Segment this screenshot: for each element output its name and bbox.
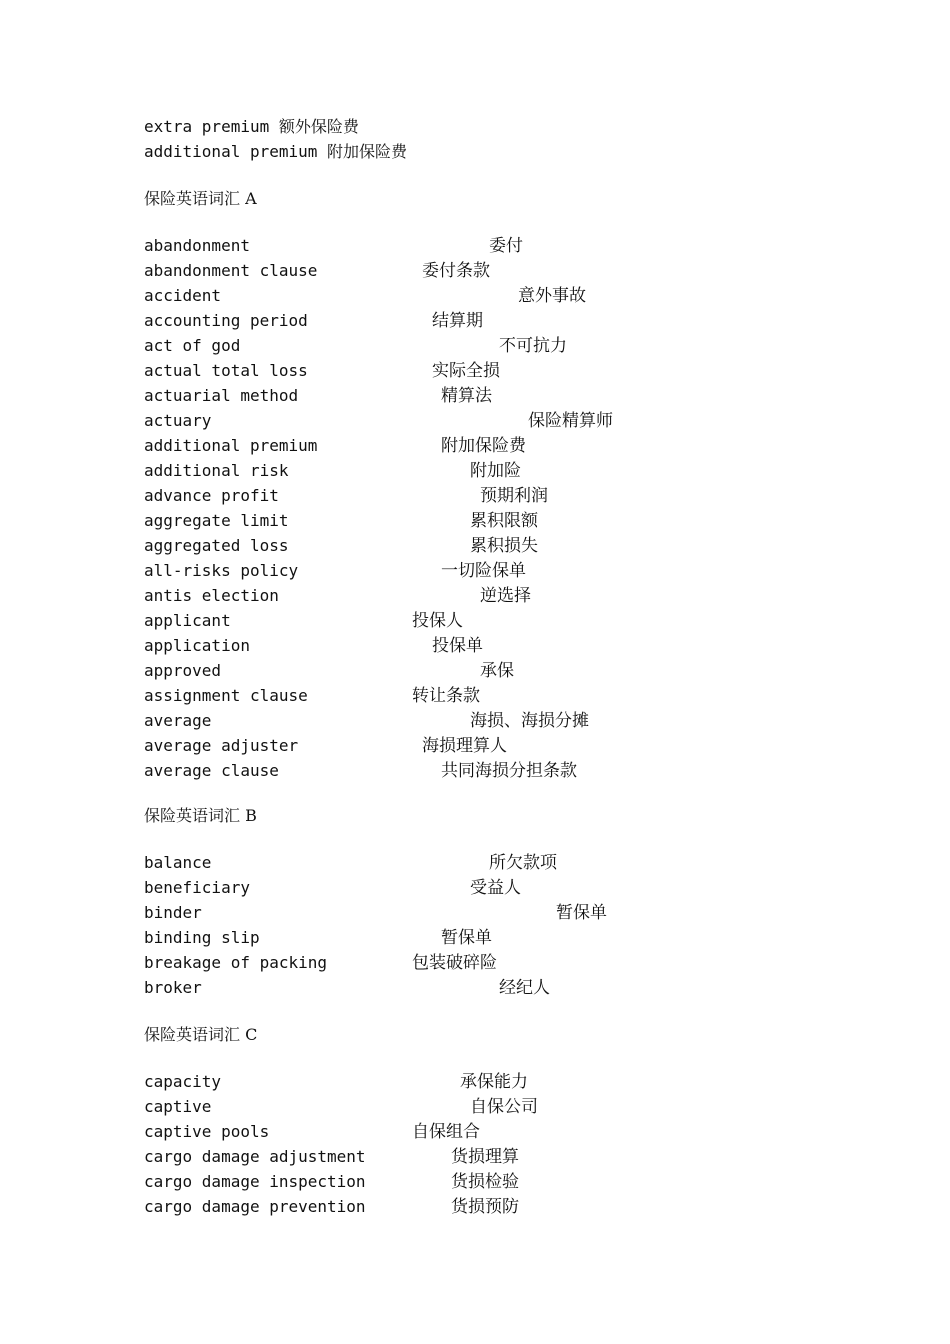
term-english: actuarial method bbox=[144, 386, 299, 405]
term-row bbox=[0, 903, 950, 923]
term-english: act of god bbox=[144, 336, 241, 355]
term-chinese: 附加保险费 bbox=[441, 436, 526, 456]
term-english: abandonment clause bbox=[144, 261, 318, 280]
section-heading-c: 保险英语词汇 C bbox=[144, 1025, 258, 1044]
term-row bbox=[0, 953, 950, 973]
term-row bbox=[0, 361, 950, 381]
term-english: capacity bbox=[144, 1072, 222, 1091]
term-chinese: 转让条款 bbox=[412, 686, 480, 706]
term-chinese: 海损、海损分摊 bbox=[470, 711, 589, 731]
term-chinese: 包装破碎险 bbox=[412, 953, 497, 973]
term-chinese: 委付 bbox=[489, 236, 523, 256]
term-chinese: 累积限额 bbox=[470, 511, 538, 531]
term-chinese: 共同海损分担条款 bbox=[441, 761, 577, 781]
term-chinese: 所欠款项 bbox=[489, 853, 557, 873]
term-english: approved bbox=[144, 661, 222, 680]
term-chinese: 投保人 bbox=[412, 611, 463, 631]
term-english: antis election bbox=[144, 586, 279, 605]
term-chinese: 逆选择 bbox=[480, 586, 531, 606]
term-chinese: 附加险 bbox=[470, 461, 521, 481]
term-row bbox=[0, 761, 950, 781]
term-chinese: 实际全损 bbox=[432, 361, 500, 381]
term-english: accounting period bbox=[144, 311, 308, 330]
section-heading-a: 保险英语词汇 A bbox=[144, 189, 257, 208]
term-row bbox=[0, 711, 950, 731]
term-chinese: 暂保单 bbox=[556, 903, 607, 923]
term-row bbox=[0, 511, 950, 531]
term-english: captive bbox=[144, 1097, 212, 1116]
term-english: accident bbox=[144, 286, 222, 305]
term-chinese: 货损检验 bbox=[451, 1172, 519, 1192]
term-chinese: 承保能力 bbox=[460, 1072, 528, 1092]
term-english: all-risks policy bbox=[144, 561, 299, 580]
term-chinese: 精算法 bbox=[441, 386, 492, 406]
term-english: cargo damage inspection bbox=[144, 1172, 366, 1191]
term-row bbox=[0, 436, 950, 456]
intro-line: additional premium 附加保险费 bbox=[144, 142, 408, 161]
term-row bbox=[0, 1197, 950, 1217]
term-row bbox=[0, 736, 950, 756]
term-english: breakage of packing bbox=[144, 953, 328, 972]
term-row bbox=[0, 978, 950, 998]
term-chinese: 预期利润 bbox=[480, 486, 548, 506]
term-chinese: 自保公司 bbox=[470, 1097, 538, 1117]
term-row bbox=[0, 536, 950, 556]
term-row bbox=[0, 411, 950, 431]
term-english: application bbox=[144, 636, 250, 655]
term-chinese: 自保组合 bbox=[412, 1122, 480, 1142]
term-chinese: 委付条款 bbox=[422, 261, 490, 281]
term-english: abandonment bbox=[144, 236, 250, 255]
term-row bbox=[0, 636, 950, 656]
term-english: binder bbox=[144, 903, 202, 922]
term-row bbox=[0, 611, 950, 631]
term-english: balance bbox=[144, 853, 212, 872]
term-english: average clause bbox=[144, 761, 279, 780]
term-row bbox=[0, 686, 950, 706]
term-english: actual total loss bbox=[144, 361, 308, 380]
term-english: applicant bbox=[144, 611, 231, 630]
term-row bbox=[0, 261, 950, 281]
term-chinese: 结算期 bbox=[432, 311, 483, 331]
term-english: binding slip bbox=[144, 928, 260, 947]
term-chinese: 一切险保单 bbox=[441, 561, 526, 581]
term-chinese: 保险精算师 bbox=[528, 411, 613, 431]
term-row bbox=[0, 461, 950, 481]
term-chinese: 受益人 bbox=[470, 878, 521, 898]
term-chinese: 经纪人 bbox=[499, 978, 550, 998]
term-english: actuary bbox=[144, 411, 212, 430]
term-english: cargo damage adjustment bbox=[144, 1147, 366, 1166]
term-english: captive pools bbox=[144, 1122, 270, 1141]
term-chinese: 意外事故 bbox=[518, 286, 586, 306]
term-row bbox=[0, 486, 950, 506]
term-chinese: 货损理算 bbox=[451, 1147, 519, 1167]
term-row bbox=[0, 928, 950, 948]
term-row bbox=[0, 1147, 950, 1167]
term-english: additional premium bbox=[144, 436, 318, 455]
term-english: cargo damage prevention bbox=[144, 1197, 366, 1216]
term-english: aggregate limit bbox=[144, 511, 289, 530]
term-row bbox=[0, 878, 950, 898]
term-chinese: 海损理算人 bbox=[422, 736, 507, 756]
term-row bbox=[0, 286, 950, 306]
term-row bbox=[0, 1172, 950, 1192]
term-chinese: 承保 bbox=[480, 661, 514, 681]
intro-line: extra premium 额外保险费 bbox=[144, 117, 359, 136]
term-row bbox=[0, 336, 950, 356]
term-row bbox=[0, 853, 950, 873]
term-english: aggregated loss bbox=[144, 536, 289, 555]
term-english: beneficiary bbox=[144, 878, 250, 897]
term-row bbox=[0, 236, 950, 256]
term-row bbox=[0, 311, 950, 331]
term-row bbox=[0, 661, 950, 681]
term-row bbox=[0, 586, 950, 606]
term-chinese: 不可抗力 bbox=[499, 336, 567, 356]
term-row bbox=[0, 1122, 950, 1142]
term-row bbox=[0, 1097, 950, 1117]
term-chinese: 货损预防 bbox=[451, 1197, 519, 1217]
term-chinese: 累积损失 bbox=[470, 536, 538, 556]
term-chinese: 暂保单 bbox=[441, 928, 492, 948]
term-english: average bbox=[144, 711, 212, 730]
term-chinese: 投保单 bbox=[432, 636, 483, 656]
term-english: average adjuster bbox=[144, 736, 299, 755]
term-row bbox=[0, 386, 950, 406]
term-english: advance profit bbox=[144, 486, 279, 505]
term-english: additional risk bbox=[144, 461, 289, 480]
section-heading-b: 保险英语词汇 B bbox=[144, 806, 257, 825]
term-english: broker bbox=[144, 978, 202, 997]
term-row bbox=[0, 561, 950, 581]
term-row bbox=[0, 1072, 950, 1092]
term-english: assignment clause bbox=[144, 686, 308, 705]
